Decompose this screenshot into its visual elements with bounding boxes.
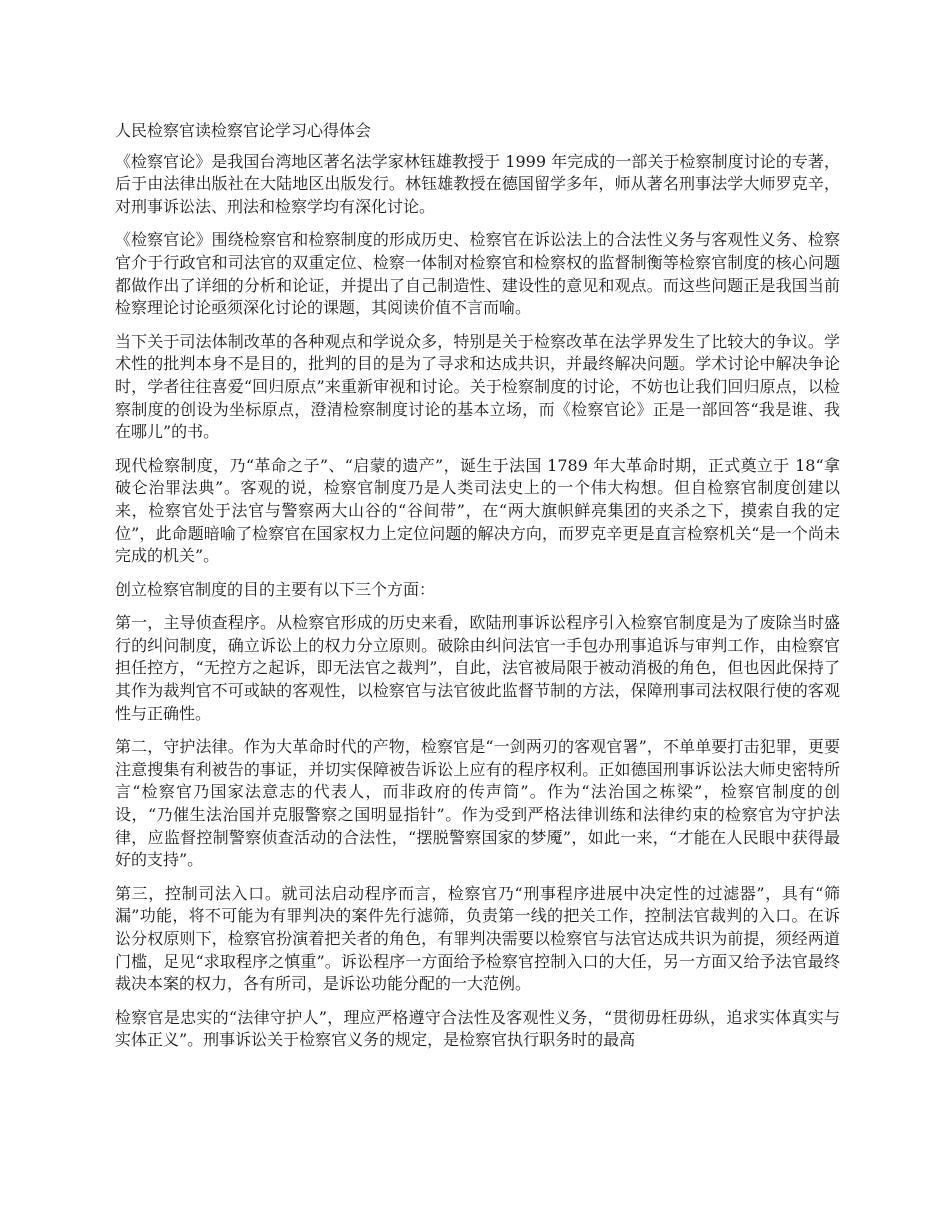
paragraph-purpose-one: 第一，主导侦查程序。从检察官形成的历史来看，欧陆刑事诉讼程序引入检察官制度是为了废除当时盛行的纠问制度，确立诉讼上的权力分立原则。破除由纠问法官一手包办刑事追诉与审判工作，由检察官担任控方，“无控方之起诉，即无法官之裁判”，自此，法官被局限于被动消极的角色，但也因此保持了其作为裁判官不可或缺的客观性，以检察官与法官彼此监督节制的方法，保障刑事司法权限行使的客观性与正确性。 [115,613,840,723]
paragraph-law-guardian: 检察官是忠实的“法律守护人”，理应严格遵守合法性及客观性义务，“贯彻毋枉毋纵，追求实体真实与实体正义”。刑事诉讼关于检察官义务的规定，是检察官执行职务时的最高 [115,1007,840,1050]
paragraph-three-purposes: 创立检察官制度的目的主要有以下三个方面： [115,579,436,599]
document-title: 人民检察官读检察官论学习心得体会 [115,121,372,140]
paragraph-book-content: 《检察官论》围绕检察官和检察制度的形成历史、检察官在诉讼法上的合法性义务与客观性义务、检察官介于行政官和司法官的双重定位、检察一体制对检察官和检察权的监督制衡等检察官制度的核心问题都做作出了详细的分析和论证，并提出了自己制造性、建设性的意见和观点。而这些问题正是我国当前检察理论讨论亟须深化讨论的课题，其阅读价值不言而喻。 [115,230,840,318]
paragraph-intro: 《检察官论》是我国台湾地区著名法学家林钰雄教授于 1999 年完成的一部关于检察制度讨论的专著，后于由法律出版社在大陆地区出版发行。林钰雄教授在德国留学多年，师从著名刑事法学大师罗克辛，对刑事诉讼法、刑法和检察学均有深化讨论。 [115,151,840,216]
paragraph-purpose-two: 第二，守护法律。作为大革命时代的产物，检察官是“一剑两刃的客观官署”，不单单要打击犯罪，更要注意搜集有利被告的事证，并切实保障被告诉讼上应有的程序权利。正如德国刑事诉讼法大师史密特所言“检察官乃国家法意志的代表人，而非政府的传声筒”。作为“法治国之栋梁”，检察官制度的创设，“乃催生法治国并克服警察之国明显指针”。作为受到严格法律训练和法律约束的检察官为守护法律，应监督控制警察侦查活动的合法性，“摆脱警察国家的梦魇”，如此一来，“才能在人民眼中获得最好的支持”。 [115,737,840,870]
paragraph-purpose-three: 第三，控制司法入口。就司法启动程序而言，检察官乃“刑事程序进展中决定性的过滤器”，具有“筛漏”功能，将不可能为有罪判决的案件先行滤筛，负责第一线的把关工作，控制法官裁判的入口。在诉讼分权原则下，检察官扮演着把关者的角色，有罪判决需要以检察官与法官达成共识为前提，须经两道门槛，足见“求取程序之慎重”。诉讼程序一方面给予检察官控制入口的大任，另一方面又给予法官最终裁决本案的权力，各有所司，是诉讼功能分配的一大范例。 [115,883,840,994]
paragraph-judicial-reform: 当下关于司法体制改革的各种观点和学说众多，特别是关于检察改革在法学界发生了比较大的争议。学术性的批判本身不是目的，批判的目的是为了寻求和达成共识，并最终解决问题。学术讨论中解决争论时，学者往往喜爱“回归原点”来重新审视和讨论。关于检察制度的讨论，不妨也让我们回归原点，以检察制度的创设为坐标原点，澄清检察制度讨论的基本立场，而《检察官论》正是一部回答“我是谁、我在哪儿”的书。 [115,331,840,442]
paragraph-modern-procuratorial-system: 现代检察制度，乃“革命之子”、“启蒙的遗产”，诞生于法国 1789 年大革命时期，正式奠立于 18“拿破仑治罪法典”。客观的说，检察官制度乃是人类司法史上的一个伟大构想。但自检察官制度创建以来，检察官处于法官与警察两大山谷的“谷间带”，在“两大旗帜鲜亮集团的夹杀之下，摸索自我的定位”，此命题暗喻了检察官在国家权力上定位问题的解决方向，而罗克辛更是直言检察机关“是一个尚未完成的机关”。 [115,455,840,566]
document-page [115,120,840,1063]
